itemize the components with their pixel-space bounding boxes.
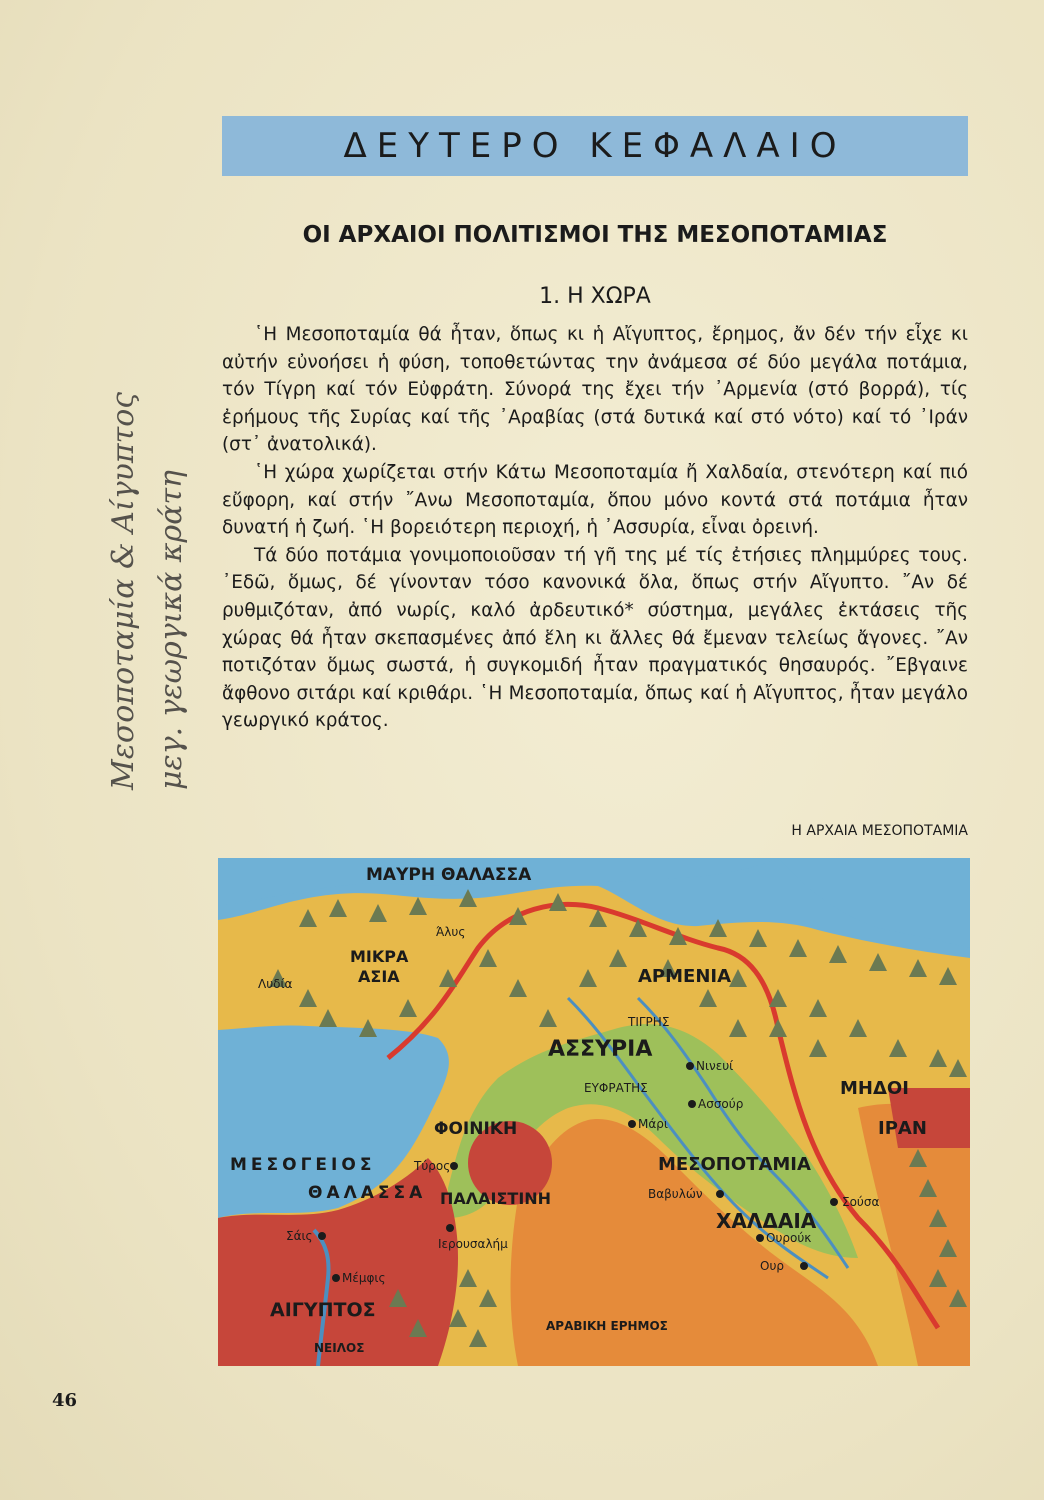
dot-ur [800,1262,808,1270]
dot-mari [628,1120,636,1128]
section-heading: 1. Η ΧΩΡΑ [539,284,651,309]
label-chaldea: ΧΑΛΔΑΙΑ [716,1209,817,1233]
label-ur: Ουρ [760,1259,785,1273]
dot-assur [688,1100,696,1108]
label-nineveh: Νινευί [696,1059,734,1073]
label-sais: Σάις [286,1229,313,1243]
label-mari: Μάρι [638,1117,668,1131]
label-assyria: ΑΣΣΥΡΙΑ [548,1037,653,1062]
label-asia-minor-1: ΜΙΚΡΑ [350,947,409,966]
map-svg [218,858,970,1366]
label-egypt: ΑΙΓΥΠΤΟΣ [270,1299,376,1321]
label-lydia: Λυδία [258,977,293,991]
label-mesopotamia: ΜΕΣΟΠΟΤΑΜΙΑ [658,1154,811,1175]
paragraph-2: ῾Η χώρα χωρίζεται στήν Κάτω Μεσοποταμία ἤ Χαλδαία, στενότερη καί πιό εὔφορη, καί στήν ῎Ανω Μεσοποταμία, ὅπου μόνο κοντά στά ποτάμια ἦταν δυνατή ἡ ζωή. ῾Η βορειότερη περιοχή, ἡ ᾿Ασσυρία, εἶναι ὀρεινή. [222,461,968,539]
paragraph-1: ῾Η Μεσοποταμία θά ἦταν, ὅπως κι ἡ Αἴγυπτος, ἔρημος, ἄν δέν τήν εἶχε κι αὐτήν εὐνοήσει ἡ φύση, τοποθετώντας την ἀνάμεσα σέ δύο μεγάλα ποτάμια, τόν Τίγρη καί τόν Εὐφράτη. Σύνορά της ἔχει τήν ᾿Αρμενία (στό βορρά), τίς ἐρήμους τῆς Συρίας καί τῆς ᾿Αραβίας (στά δυτικά καί στό νότο) καί τό ᾿Ιράν (στ᾿ ἀνατολικά). [222,324,968,456]
chapter-title: ΟΙ ΑΡΧΑΙΟΙ ΠΟΛΙΤΙΣΜΟΙ ΤΗΣ ΜΕΣΟΠΟΤΑΜΙΑΣ [302,222,888,248]
map-caption: Η ΑΡΧΑΙΑ ΜΕΣΟΠΟΤΑΜΙΑ [791,823,968,839]
label-black-sea: ΜΑΥΡΗ ΘΑΛΑΣΣΑ [366,865,532,885]
dot-tyre [450,1162,458,1170]
chapter-banner [222,116,968,176]
label-palestine: ΠΑΛΑΙΣΤΙΝΗ [440,1189,552,1208]
page-number: 46 [52,1390,78,1411]
label-jerusalem: Ιερουσαλήμ [438,1237,508,1251]
label-med-sea-2: ΘΑΛΑΣΣΑ [308,1183,427,1203]
chapter-banner-text: ΔΕΥΤΕΡΟ ΚΕΦΑΛΑΙΟ [343,126,847,166]
label-phoenicia: ΦΟΙΝΙΚΗ [434,1119,518,1139]
label-susa: Σούσα [842,1195,880,1209]
dot-uruk [756,1234,764,1242]
dot-jerusalem [446,1224,454,1232]
label-arabian-desert: ΑΡΑΒΙΚΗ ΕΡΗΜΟΣ [546,1319,668,1333]
handwritten-margin-note [60,300,190,800]
label-armenia: ΑΡΜΕΝΙΑ [638,966,732,987]
dot-nineveh [686,1062,694,1070]
paragraph-3: Τά δύο ποτάμια γονιμοποιοῦσαν τή γῆ της μέ τίς ἐτήσιες πλημμύρες τους. ᾿Εδῶ, ὅμως, δέ γίνονταν τόσο κανονικά ὅλα, ὅπως στήν Αἴγυπτο. ῎Αν δέ ρυθμιζόταν, ἀπό νωρίς, καλό ἀρδευτικό* σύστημα, μεγάλες ἐκτάσεις τῆς χώρας θά ἦταν σκεπασμένες ἀπό ἕλη κι ἄλλες θά ἔμεναν τελείως ἄγονες. ῎Αν ποτιζόταν ὅμως σωστά, ἡ συγκομιδή ἦταν πραγματικός θησαυρός. ῎Εβγαινε ἄφθονο σιτάρι καί κριθάρι. ῾Η Μεσοποταμία, ὅπως καί ἡ Αἴγυπτος, ἦταν μεγάλο γεωργικό κράτος. [222,544,968,732]
dot-sais [318,1232,326,1240]
dot-memphis [332,1274,340,1282]
label-halys: Άλυς [436,925,466,939]
label-med-sea-1: ΜΕΣΟΓΕΙΟΣ [230,1155,376,1175]
label-nile: ΝΕΙΛΟΣ [314,1341,365,1355]
label-euphrates: ΕΥΦΡΑΤΗΣ [584,1081,648,1095]
label-memphis: Μέμφις [342,1271,386,1285]
ancient-mesopotamia-map [218,858,970,1366]
dot-babylon [716,1190,724,1198]
margin-note-line-2: μεγ. γεωργικά κράτη [154,469,189,790]
body-text [222,321,968,735]
label-iran: ΙΡΑΝ [878,1118,927,1139]
label-medes: ΜΗΔΟΙ [840,1078,909,1099]
label-assur: Ασσούρ [698,1097,744,1111]
label-tigris: ΤΙΓΡΗΣ [628,1015,670,1029]
label-tyre: Τύρος [414,1159,451,1173]
label-uruk: Ουρούκ [766,1231,812,1245]
margin-note-line-1: Μεσοποταμία & Αίγυπτος [106,391,141,790]
label-asia-minor-2: ΑΣΙΑ [358,967,400,986]
label-babylon: Βαβυλών [648,1187,703,1201]
dot-susa [830,1198,838,1206]
